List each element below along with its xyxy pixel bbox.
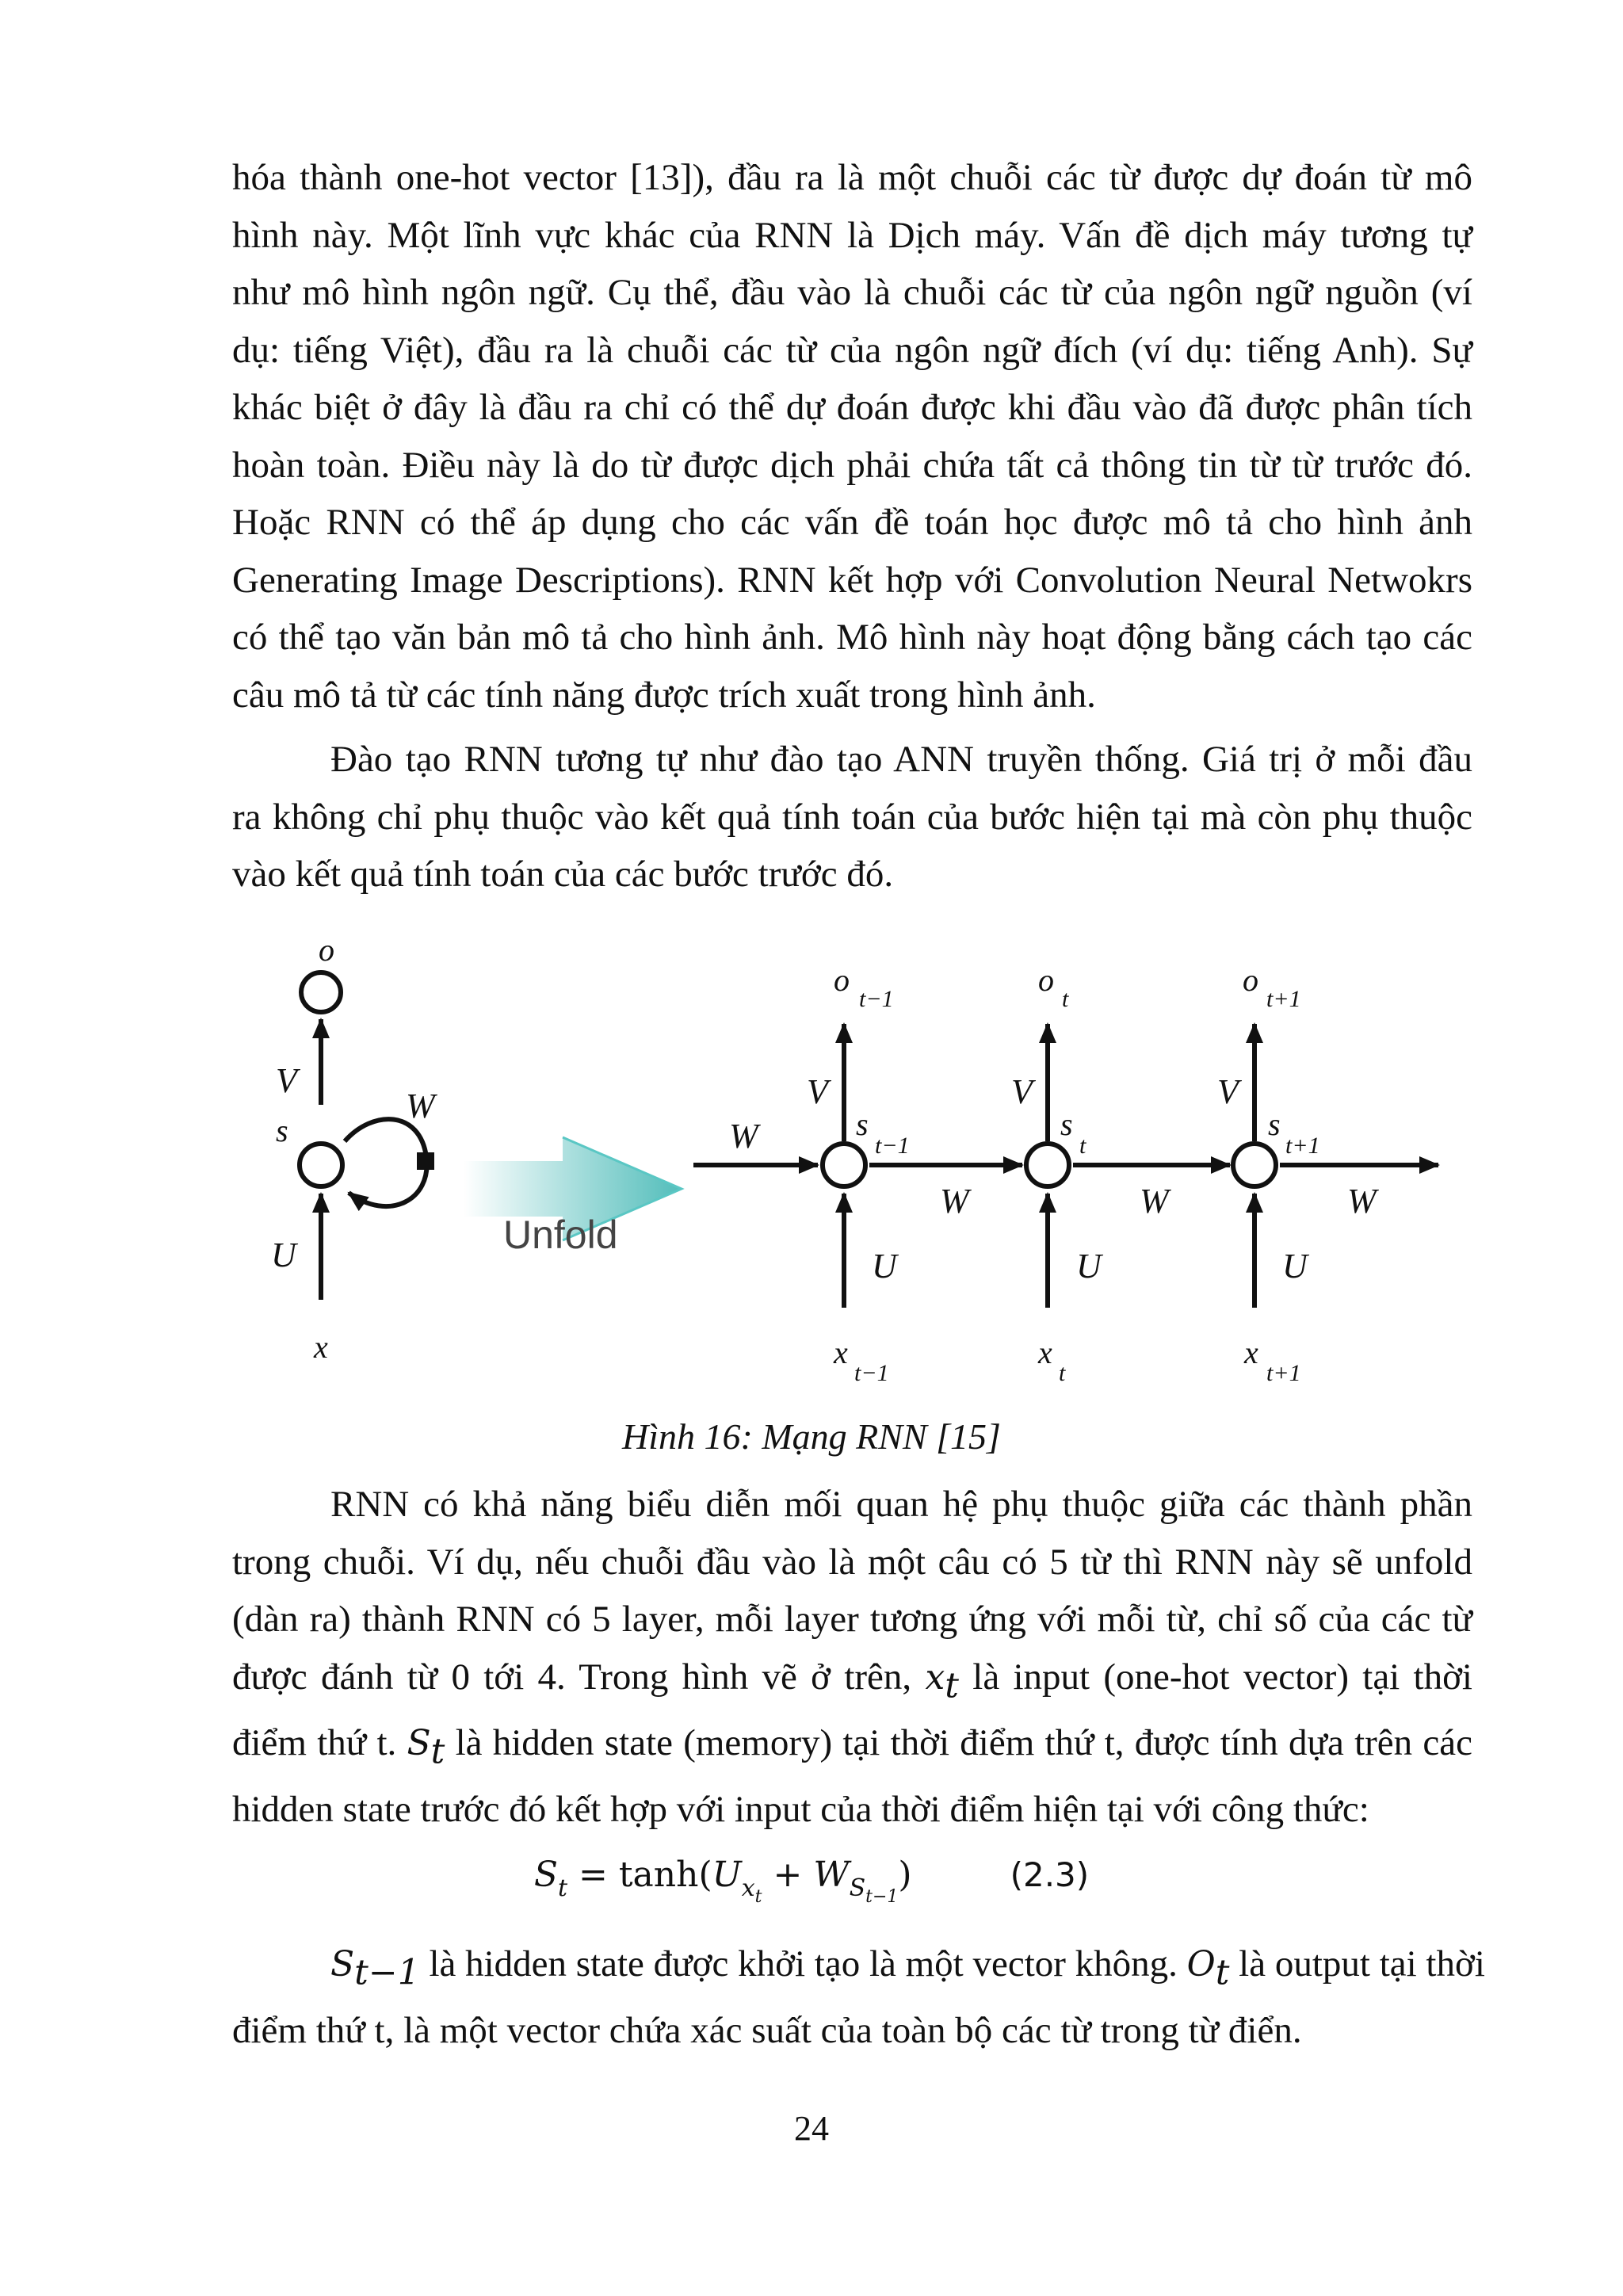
- state-node: [823, 1144, 865, 1186]
- w-label-2: W: [1140, 1182, 1169, 1221]
- output-node: [301, 972, 341, 1012]
- unfold-arrow: [464, 1137, 682, 1257]
- text-line: (dàn ra) thành RNN có 5 layer, mỗi layer tương ứng với mỗi từ, chỉ số của các từ: [232, 1599, 1472, 1640]
- folded-rnn: [271, 932, 437, 1365]
- equation-body: [534, 1855, 912, 1907]
- text-run: là input (one-hot vector) tại thời: [958, 1656, 1472, 1698]
- text-line: hoàn toàn. Điều này là do từ được dịch phải chứa tất cả thông tin từ từ trước đó.: [232, 444, 1472, 486]
- output-label: o: [319, 932, 334, 968]
- state-sub: t+1: [1285, 1133, 1320, 1159]
- eq-tanh: tanh: [618, 1855, 699, 1895]
- output-label: o: [834, 962, 850, 998]
- output-sub: t+1: [1266, 986, 1301, 1012]
- text-line: câu mô tả từ các tính năng được trích xuất trong hình ảnh.: [232, 674, 1096, 716]
- text-line: [232, 1648, 1472, 1715]
- text-line: dụ: tiếng Việt), đầu ra là chuỗi các từ của ngôn ngữ đích (ví dụ: tiếng Anh). Sự: [232, 329, 1472, 371]
- text-run: là output tại thời: [1229, 1943, 1485, 1985]
- math-sub: t: [1215, 1952, 1230, 1993]
- text-line: Hoặc RNN có thể áp dụng cho các vấn đề toán học được mô tả cho hình ảnh: [232, 502, 1472, 543]
- paragraph-1: [232, 149, 1472, 724]
- eq-u: U: [712, 1855, 742, 1895]
- w-out-label: W: [1347, 1182, 1377, 1221]
- state-label: s: [276, 1113, 288, 1148]
- state-label: s: [856, 1106, 869, 1142]
- eq-lhs-sub: t: [557, 1874, 568, 1902]
- text-line: hidden state trước đó kết hợp với input của thời điểm hiện tại với công thức:: [232, 1789, 1369, 1831]
- state-node: [300, 1144, 342, 1186]
- eq-w: W: [813, 1855, 850, 1895]
- w-in-label: W: [729, 1117, 758, 1156]
- timestep-t: [1011, 962, 1104, 1386]
- text-run: điểm thứ t.: [232, 1722, 407, 1764]
- text-line: ra không chỉ phụ thuộc vào kết quả tính toán của bước hiện tại mà còn phụ thuộc: [232, 796, 1472, 838]
- input-label: x: [314, 1329, 328, 1365]
- text-line: RNN có khả năng biểu diễn mối quan hệ phụ thuộc giữa các thành phần: [330, 1484, 1472, 1525]
- output-sub: t: [1062, 986, 1069, 1012]
- eq-close-paren: ): [898, 1855, 912, 1895]
- state-label: s: [1060, 1106, 1073, 1142]
- input-sub: t+1: [1266, 1360, 1301, 1386]
- input-sub: t: [1059, 1360, 1066, 1386]
- rnn-unfold-diagram: [238, 927, 1474, 1399]
- state-label: s: [1268, 1106, 1281, 1142]
- text-line: Generating Image Descriptions). RNN kết hợp với Convolution Neural Netwokrs: [232, 559, 1472, 601]
- v-label: V: [807, 1072, 828, 1111]
- output-sub: t−1: [859, 986, 894, 1012]
- timestep-t-plus-1: [1217, 962, 1320, 1386]
- u-label: U: [1076, 1247, 1102, 1286]
- unfolded-rnn: [693, 962, 1438, 1386]
- w-label: W: [406, 1087, 435, 1125]
- equation-2-3: [0, 1855, 1623, 1907]
- paragraph-4: [232, 1935, 1485, 2059]
- text-line: [232, 1714, 1472, 1781]
- math-sub: t: [430, 1731, 445, 1772]
- state-node: [1233, 1144, 1276, 1186]
- eq-w-sub: St−1: [849, 1874, 899, 1907]
- text-line: khác biệt ở đây là đầu ra chỉ có thể dự đoán được khi đầu vào đã được phân tích: [232, 387, 1472, 428]
- state-sub: t: [1079, 1133, 1086, 1159]
- eq-open-paren: (: [698, 1855, 712, 1895]
- math-sub: t: [945, 1664, 959, 1706]
- output-label: o: [1243, 962, 1258, 998]
- unfold-label: Unfold: [503, 1213, 618, 1257]
- input-sub: t−1: [854, 1360, 889, 1386]
- math-s: S: [407, 1723, 431, 1764]
- text-line: điểm thứ t, là một vector chứa xác suất của toàn bộ các từ trong từ điển.: [232, 2009, 1302, 2051]
- text-line: [232, 1935, 1485, 2002]
- u-label: U: [1282, 1247, 1308, 1286]
- paragraph-3: [232, 1476, 1472, 1839]
- v-label: V: [276, 1061, 297, 1100]
- math-sub: t−1: [354, 1952, 420, 1993]
- text-run: là hidden state được khởi tạo là một vector không.: [419, 1943, 1187, 1985]
- eq-u-sub: xt: [741, 1874, 762, 1907]
- text-run: được đánh từ 0 tới 4. Trong hình vẽ ở trên,: [232, 1656, 926, 1698]
- text-run: là hidden state (memory) tại thời điểm thứ t, được tính dựa trên các: [445, 1722, 1472, 1764]
- v-label: V: [1011, 1072, 1033, 1111]
- figure-caption: Hình 16: Mạng RNN [15]: [622, 1416, 1001, 1457]
- w-label-1: W: [940, 1182, 969, 1221]
- v-label: V: [1217, 1072, 1239, 1111]
- math-s-prev: S: [330, 1944, 355, 1985]
- eq-equals: =: [567, 1855, 619, 1895]
- text-line: có thể tạo văn bản mô tả cho hình ảnh. Mô hình này hoạt động bằng cách tạo các: [232, 617, 1472, 658]
- text-line: Đào tạo RNN tương tự như đào tạo ANN truyền thống. Giá trị ở mỗi đầu: [330, 739, 1472, 780]
- equation-number: (2.3): [1010, 1855, 1090, 1894]
- state-sub: t−1: [875, 1133, 910, 1159]
- text-line: như mô hình ngôn ngữ. Cụ thể, đầu vào là chuỗi các từ của ngôn ngữ nguồn (ví: [232, 272, 1472, 313]
- u-label: U: [271, 1236, 296, 1274]
- output-label: o: [1038, 962, 1054, 998]
- text-line: vào kết quả tính toán của các bước trước đó.: [232, 854, 894, 895]
- recurrent-loop: [345, 1119, 427, 1206]
- timestep-t-minus-1: [807, 962, 910, 1386]
- input-label: x: [834, 1335, 848, 1370]
- paragraph-2: [232, 731, 1472, 904]
- state-node: [1026, 1144, 1069, 1186]
- u-label: U: [872, 1247, 897, 1286]
- math-o: O: [1186, 1944, 1216, 1985]
- eq-plus: +: [762, 1855, 814, 1895]
- text-line: hóa thành one-hot vector [13]), đầu ra là một chuỗi các từ được dự đoán từ mô: [232, 157, 1472, 198]
- delay-square: [417, 1152, 434, 1170]
- text-line: hình này. Một lĩnh vực khác của RNN là Dịch máy. Vấn đề dịch máy tương tự: [232, 214, 1472, 256]
- input-label: x: [1244, 1335, 1258, 1370]
- eq-lhs: S: [533, 1855, 558, 1895]
- input-label: x: [1038, 1335, 1052, 1370]
- page-number: 24: [794, 2109, 829, 2148]
- math-x: x: [925, 1656, 945, 1698]
- text-line: trong chuỗi. Ví dụ, nếu chuỗi đầu vào là một câu có 5 từ thì RNN này sẽ unfold: [232, 1541, 1472, 1583]
